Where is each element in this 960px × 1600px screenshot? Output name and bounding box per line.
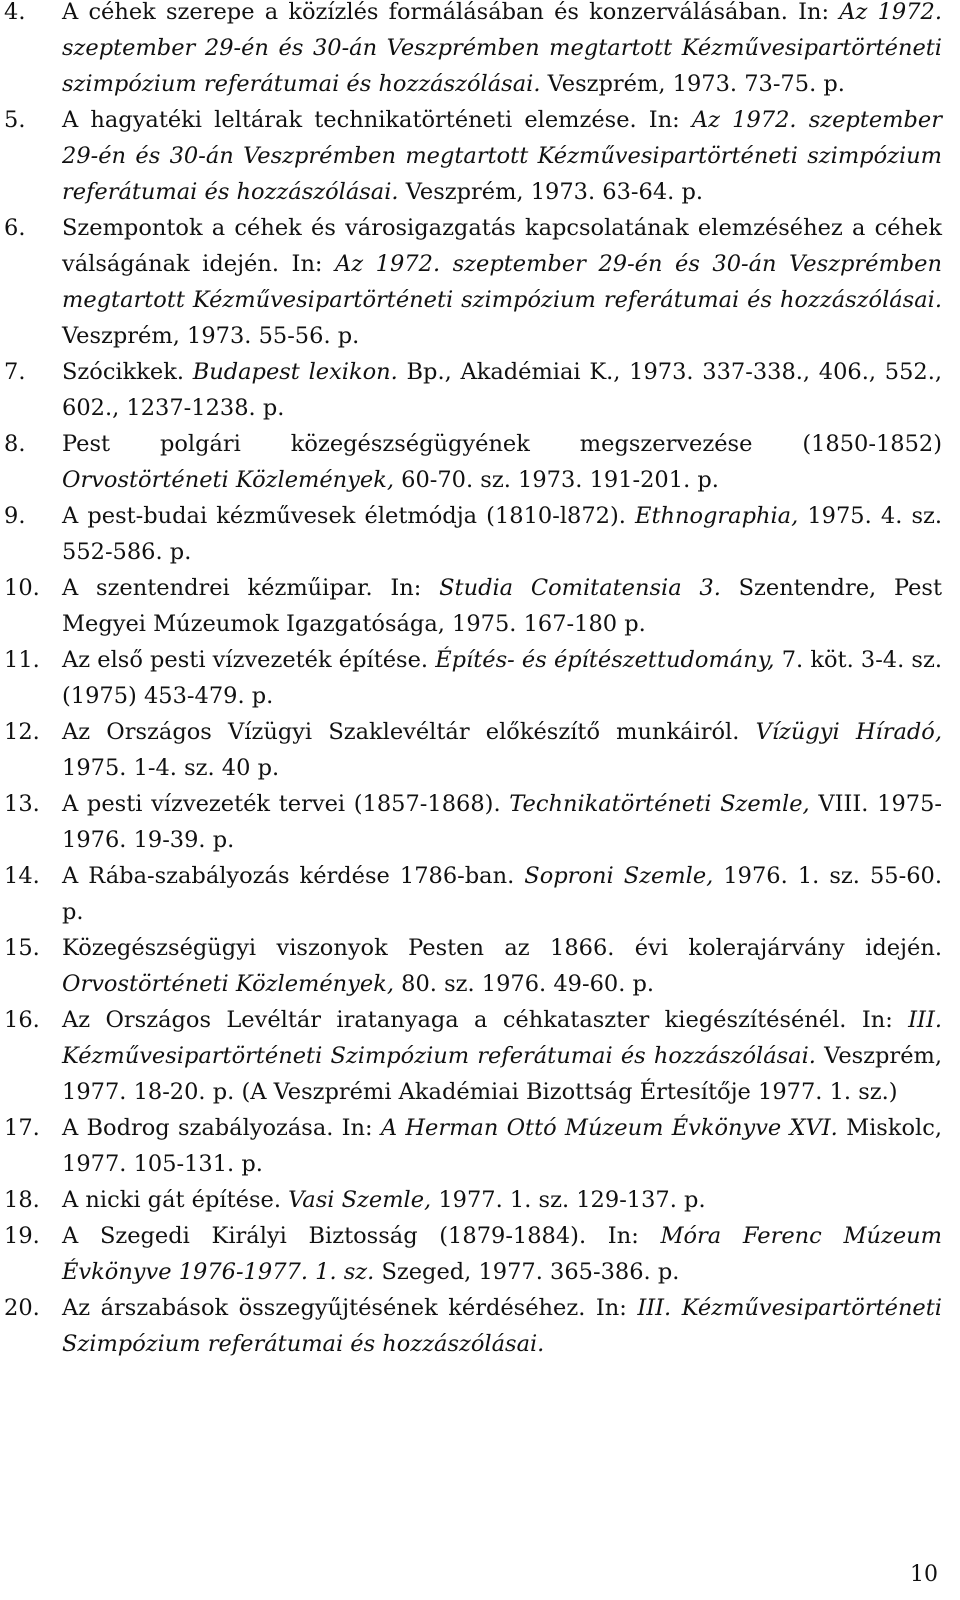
bibliography-entry xyxy=(0,354,942,426)
entry-title: Szempontok a céhek és városigazgatás kapcsolatának elemzéséhez a céhek válságának idején. In: xyxy=(62,215,942,277)
entry-source: Ethnographia, xyxy=(635,503,799,529)
entry-title: A Bodrog szabályozása. In: xyxy=(62,1115,381,1141)
entry-details: Miskolc, 1977. 105-131. p. xyxy=(62,1115,942,1177)
entry-number: 13. xyxy=(4,791,40,817)
entry-title: Szócikkek. xyxy=(62,359,193,385)
entry-source: A Herman Ottó Múzeum Évkönyve XVI. xyxy=(380,1115,838,1141)
entry-source: Studia Comitatensia 3. xyxy=(439,575,721,601)
entry-number: 10. xyxy=(4,575,40,601)
entry-source: Építés- és építészettudomány, xyxy=(435,647,775,673)
entry-source: Budapest lexikon. xyxy=(192,359,398,385)
bibliography-entry xyxy=(0,1290,942,1362)
entry-number: 17. xyxy=(4,1115,40,1141)
entry-details: 7. köt. 3-4. sz. (1975) 453-479. p. xyxy=(62,647,942,709)
entry-title: A nicki gát építése. xyxy=(62,1187,289,1213)
entry-source: Orvostörténeti Közlemények, xyxy=(62,971,394,997)
bibliography-entry xyxy=(0,210,942,354)
bibliography-entry xyxy=(0,1182,942,1218)
bibliography-entry xyxy=(0,0,942,102)
entry-number: 15. xyxy=(4,935,40,961)
entry-title: Az Országos Levéltár iratanyaga a céhkataszter kiegészítésénél. In: xyxy=(62,1007,909,1033)
entry-details: 60-70. sz. 1973. 191-201. p. xyxy=(393,467,719,493)
entry-details: Veszprém, 1973. 63-64. p. xyxy=(398,179,704,205)
entry-number: 7. xyxy=(4,359,26,385)
entry-title: Pest polgári közegészségügyének megszervezése (1850-1852) xyxy=(62,431,942,457)
entry-number: 16. xyxy=(4,1007,40,1033)
entry-title: A Szegedi Királyi Biztosság (1879-1884). In: xyxy=(62,1223,661,1249)
entry-number: 6. xyxy=(4,215,26,241)
entry-title: Közegészségügyi viszonyok Pesten az 1866. évi kolerajárvány idején. xyxy=(62,935,942,961)
entry-title: Az Országos Vízügyi Szaklevéltár előkészítő munkáiról. xyxy=(62,719,756,745)
entry-title: A szentendrei kézműipar. In: xyxy=(62,575,440,601)
entry-title: A Rába-szabályozás kérdése 1786-ban. xyxy=(62,863,525,889)
entry-source: Az 1972. szeptember 29-én és 30-án Veszprémben megtartott Kézművesipartörténeti szimpózium referátumai és hozzászólásai. xyxy=(62,251,942,313)
bibliography-entry xyxy=(0,426,942,498)
entry-number: 14. xyxy=(4,863,40,889)
bibliography-entry xyxy=(0,642,942,714)
entry-source: Móra Ferenc Múzeum Évkönyve 1976-1977. 1. sz. xyxy=(62,1223,942,1285)
entry-details: 1975. 4. sz. 552-586. p. xyxy=(62,503,942,565)
entry-number: 19. xyxy=(4,1223,40,1249)
bibliography-entry xyxy=(0,714,942,786)
entry-number: 18. xyxy=(4,1187,40,1213)
entry-details: Veszprém, 1973. 73-75. p. xyxy=(540,71,845,97)
entry-source: Soproni Szemle, xyxy=(524,863,714,889)
bibliography-entry xyxy=(0,1110,942,1182)
entry-number: 8. xyxy=(4,431,26,457)
entry-details: 1976. 1. sz. 55-60. p. xyxy=(62,863,942,925)
entry-title: Az árszabások összegyűjtésének kérdéséhez. In: xyxy=(62,1295,638,1321)
entry-details: VIII. 1975-1976. 19-39. p. xyxy=(62,791,942,853)
bibliography-entry xyxy=(0,102,942,210)
page-number: 10 xyxy=(910,1562,938,1587)
bibliography-entry xyxy=(0,1002,942,1110)
entry-source: Vasi Szemle, xyxy=(288,1187,432,1213)
entry-source: Orvostörténeti Közlemények, xyxy=(62,467,394,493)
entry-title: Az első pesti vízvezeték építése. xyxy=(62,647,436,673)
entry-source: Az 1972. szeptember 29-én és 30-án Veszprémben megtartott Kézművesipartörténeti szimpózium referátumai és hozzászólásai. xyxy=(62,107,942,205)
entry-details: 80. sz. 1976. 49-60. p. xyxy=(393,971,655,997)
bibliography-entry xyxy=(0,570,942,642)
bibliography-entry xyxy=(0,786,942,858)
entry-source: Vízügyi Híradó, xyxy=(755,719,943,745)
entry-details: Szentendre, Pest Megyei Múzeumok Igazgatósága, 1975. 167-180 p. xyxy=(62,575,942,637)
entry-number: 5. xyxy=(4,107,26,133)
entry-title: A pest-budai kézművesek életmódja (1810-l872). xyxy=(62,503,636,529)
entry-number: 9. xyxy=(4,503,26,529)
entry-details: Szeged, 1977. 365-386. p. xyxy=(374,1259,680,1285)
entry-details: 1975. 1-4. sz. 40 p. xyxy=(62,755,280,781)
bibliography-entry xyxy=(0,1218,942,1290)
entry-number: 12. xyxy=(4,719,40,745)
entry-source: Az 1972. szeptember 29-én és 30-án Veszprémben megtartott Kézművesipartörténeti szimpózium referátumai és hozzászólásai. xyxy=(62,0,942,97)
entry-details: 1977. 1. sz. 129-137. p. xyxy=(431,1187,706,1213)
entry-title: A céhek szerepe a közízlés formálásában és konzerválásában. In: xyxy=(62,0,840,25)
entry-details: Veszprém, 1973. 55-56. p. xyxy=(62,323,360,349)
bibliography-entry xyxy=(0,858,942,930)
entry-number: 11. xyxy=(4,647,40,673)
entry-source: III. Kézművesipartörténeti Szimpózium referátumai és hozzászólásai. xyxy=(62,1295,942,1357)
entry-source: Technikatörténeti Szemle, xyxy=(509,791,810,817)
entry-details: Veszprém, 1977. 18-20. p. (A Veszprémi Akadémiai Bizottság Értesítője 1977. 1. sz.) xyxy=(62,1043,942,1105)
entry-title: A pesti vízvezeték tervei (1857-1868). xyxy=(62,791,510,817)
entry-source: III. Kézművesipartörténeti Szimpózium referátumai és hozzászólásai. xyxy=(62,1007,942,1069)
entry-number: 20. xyxy=(4,1295,40,1321)
entry-number: 4. xyxy=(4,0,26,25)
bibliography-entry xyxy=(0,498,942,570)
entry-details: Bp., Akadémiai K., 1973. 337-338., 406., 552., 602., 1237-1238. p. xyxy=(62,359,942,421)
bibliography-entry xyxy=(0,930,942,1002)
entry-title: A hagyatéki leltárak technikatörténeti elemzése. In: xyxy=(62,107,692,133)
